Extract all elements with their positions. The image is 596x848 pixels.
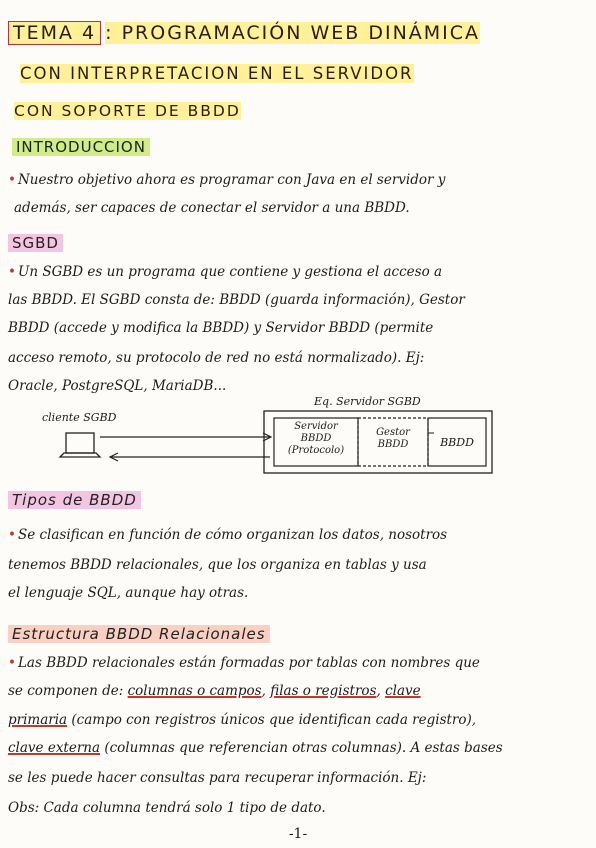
intro-text-1: Nuestro objetivo ahora es programar con Java en el servidor y <box>17 172 446 188</box>
tipos-text-3: el lenguaje SQL, aunque hay otras. <box>8 585 249 601</box>
sgbd-text-1: Un SGBD es un programa que contiene y gestiona el acceso a <box>17 264 443 280</box>
title-row-1 <box>8 22 480 44</box>
sgbd-line-3 <box>8 320 433 336</box>
title-row-2 <box>20 64 414 83</box>
estructura-text-6: Obs: Cada columna tendrá solo 1 tipo de dato. <box>8 800 326 816</box>
estructura-line-3 <box>8 712 476 728</box>
sgbd-text-5: Oracle, PostgreSQL, MariaDB... <box>8 378 227 394</box>
estructura-text-4b: (columnas que referencian otras columnas). A estas bases <box>100 740 503 756</box>
intro-heading-row <box>12 137 150 156</box>
term-primaria: primaria <box>8 712 68 728</box>
title-part-2: CON INTERPRETACION EN EL SERVIDOR <box>20 64 414 83</box>
gestor-bbdd-label <box>358 427 428 451</box>
sgbd-heading: SGBD <box>8 234 63 252</box>
title-row-3 <box>14 102 241 120</box>
term-clave-externa: clave externa <box>8 740 101 756</box>
intro-line-2 <box>14 200 410 216</box>
tema-label: TEMA 4 <box>8 21 101 45</box>
separator-1: , <box>261 683 271 699</box>
box-2-line-2: BBDD <box>377 439 409 450</box>
tipos-heading: Tipos de BBDD <box>8 491 141 509</box>
estructura-line-2 <box>8 683 421 699</box>
estructura-text-2a: se componen de: <box>8 683 128 699</box>
sgbd-heading-row <box>8 233 63 252</box>
bullet-icon: • <box>8 655 16 671</box>
estructura-line-4 <box>8 740 503 756</box>
estructura-text-5: se les puede hacer consultas para recuperar información. Ej: <box>8 770 427 786</box>
title-part-3: CON SOPORTE DE BBDD <box>14 102 241 120</box>
bbdd-label: BBDD <box>440 436 474 449</box>
box-1-line-1: Servidor <box>294 421 338 432</box>
estructura-text-1: Las BBDD relacionales están formadas por tablas con nombres que <box>17 655 480 671</box>
separator-2: , <box>376 683 386 699</box>
estructura-line-1 <box>8 655 480 671</box>
box-1-line-3: (Protocolo) <box>287 445 345 456</box>
intro-text-2: además, ser capaces de conectar el servidor a una BBDD. <box>14 200 410 216</box>
tipos-line-1 <box>8 527 447 543</box>
estructura-line-6 <box>8 800 326 816</box>
sgbd-diagram <box>8 395 498 485</box>
sgbd-text-3: BBDD (accede y modifica la BBDD) y Servidor BBDD (permite <box>8 320 434 336</box>
term-filas: filas o registros <box>270 683 377 699</box>
bullet-icon: • <box>8 527 16 543</box>
title-part-1: : PROGRAMACIÓN WEB DINÁMICA <box>105 22 481 44</box>
intro-line-1 <box>8 172 445 188</box>
sgbd-text-4: acceso remoto, su protocolo de red no está normalizado). Ej: <box>8 350 425 366</box>
sgbd-line-1 <box>8 264 442 280</box>
sgbd-line-2 <box>8 292 465 308</box>
estructura-heading: Estructura BBDD Relacionales <box>8 625 270 643</box>
estructura-line-5 <box>8 770 426 786</box>
tipos-heading-row <box>8 490 141 509</box>
box-1-line-2: BBDD <box>300 433 332 444</box>
servidor-bbdd-label <box>274 421 358 457</box>
term-columnas: columnas o campos <box>127 683 262 699</box>
sgbd-line-5 <box>8 378 226 394</box>
tipos-text-2: tenemos BBDD relacionales, que los organiza en tablas y usa <box>8 557 427 573</box>
sgbd-text-2: las BBDD. El SGBD consta de: BBDD (guarda información), Gestor <box>8 292 465 308</box>
tipos-text-1: Se clasifican en función de cómo organizan los datos, nosotros <box>17 527 448 543</box>
term-clave: clave <box>385 683 421 699</box>
client-label: cliente SGBD <box>42 411 117 424</box>
estructura-text-3b: (campo con registros únicos que identifican cada registro), <box>67 712 477 728</box>
laptop-icon <box>60 433 100 457</box>
intro-heading: INTRODUCCION <box>12 138 150 156</box>
server-label: Eq. Servidor SGBD <box>314 395 421 408</box>
tipos-line-2 <box>8 557 427 573</box>
box-2-line-1: Gestor <box>376 427 410 438</box>
estructura-heading-row <box>8 624 270 643</box>
tipos-line-3 <box>8 585 248 601</box>
bullet-icon: • <box>8 172 16 188</box>
page-number: -1- <box>288 826 308 842</box>
sgbd-line-4 <box>8 350 424 366</box>
bullet-icon: • <box>8 264 16 280</box>
